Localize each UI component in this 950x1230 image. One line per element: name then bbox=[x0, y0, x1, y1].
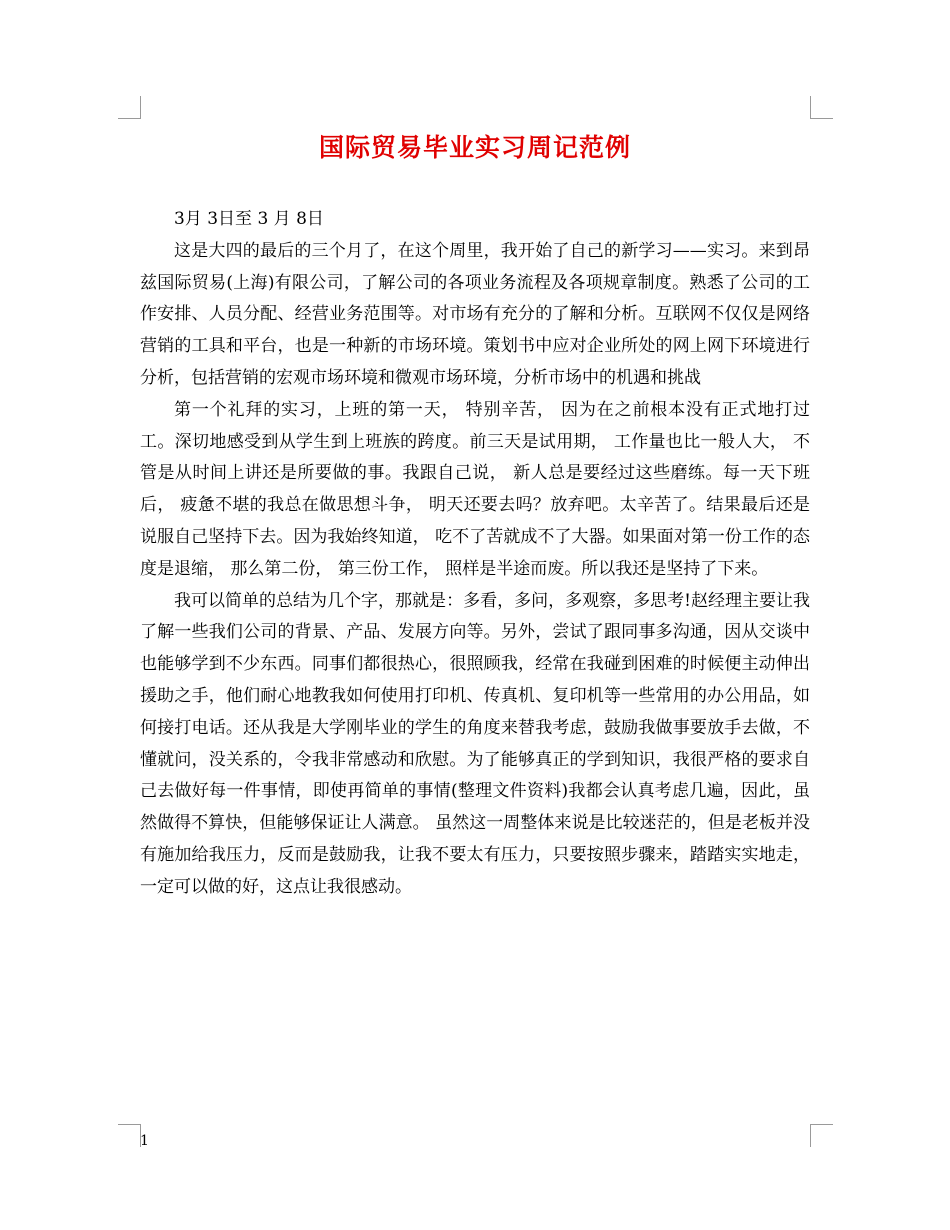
crop-mark-bottom-left bbox=[118, 1124, 141, 1147]
date-range: 3月 3日至 3 月 8日 bbox=[174, 209, 324, 229]
paragraph-1: 这是大四的最后的三个月了，在这个周里，我开始了自己的新学习——实习。来到昂兹国际贸易(上海)有限公司，了解公司的各项业务流程及各项规章制度。熟悉了公司的工作安排、人员分配、经营业务范围等。对市场有充分的了解和分析。互联网不仅仅是网络营销的工具和平台，也是一种新的市场环境。策划书中应对企业所处的网上网下环境进行分析，包括营销的宏观市场环境和微观市场环境，分析市场中的机遇和挑战 bbox=[140, 240, 810, 388]
page-number: 1 bbox=[140, 1133, 149, 1149]
document-body bbox=[140, 204, 810, 904]
crop-mark-top-left bbox=[118, 96, 141, 119]
paragraph-2: 第一个礼拜的实习，上班的第一天， 特别辛苦， 因为在之前根本没有正式地打过工。深切地感受到从学生到上班族的跨度。前三天是试用期， 工作量也比一般人大， 不管是从时间上讲还是所要做的事。我跟自己说， 新人总是要经过这些磨练。每一天下班后， 疲惫不堪的我总在做思想斗争， 明天还要去吗？放弃吧。太辛苦了。结果最后还是说服自己坚持下去。因为我始终知道， 吃不了苦就成不了大器。如果面对第一份工作的态度是退缩， 那么第二份， 第三份工作， 照样是半途而废。所以我还是坚持了下来。 bbox=[140, 399, 810, 579]
paragraph-3: 我可以简单的总结为几个字，那就是：多看，多问，多观察，多思考!赵经理主要让我了解一些我们公司的背景、产品、发展方向等。另外，尝试了跟同事多沟通，因从交谈中也能够学到不少东西。同事们都很热心，很照顾我，经常在我碰到困难的时候便主动伸出援助之手，他们耐心地教我如何使用打印机、传真机、复印机等一些常用的办公用品，如何接打电话。还从我是大学刚毕业的学生的角度来替我考虑，鼓励我做事要放手去做，不懂就问，没关系的，令我非常感动和欣慰。为了能够真正的学到知识，我很严格的要求自己去做好每一件事情，即使再简单的事情(整理文件资料)我都会认真考虑几遍，因此，虽然做得不算快，但能够保证让人满意。 虽然这一周整体来说是比较迷茫的，但是老板并没有施加给我压力，反而是鼓励我，让我不要太有压力，只要按照步骤来，踏踏实实地走，一定可以做的好，这点让我很感动。 bbox=[140, 590, 810, 897]
crop-mark-bottom-right bbox=[810, 1124, 833, 1147]
crop-mark-top-right bbox=[810, 96, 833, 119]
document-title: 国际贸易毕业实习周记范例 bbox=[318, 133, 631, 162]
